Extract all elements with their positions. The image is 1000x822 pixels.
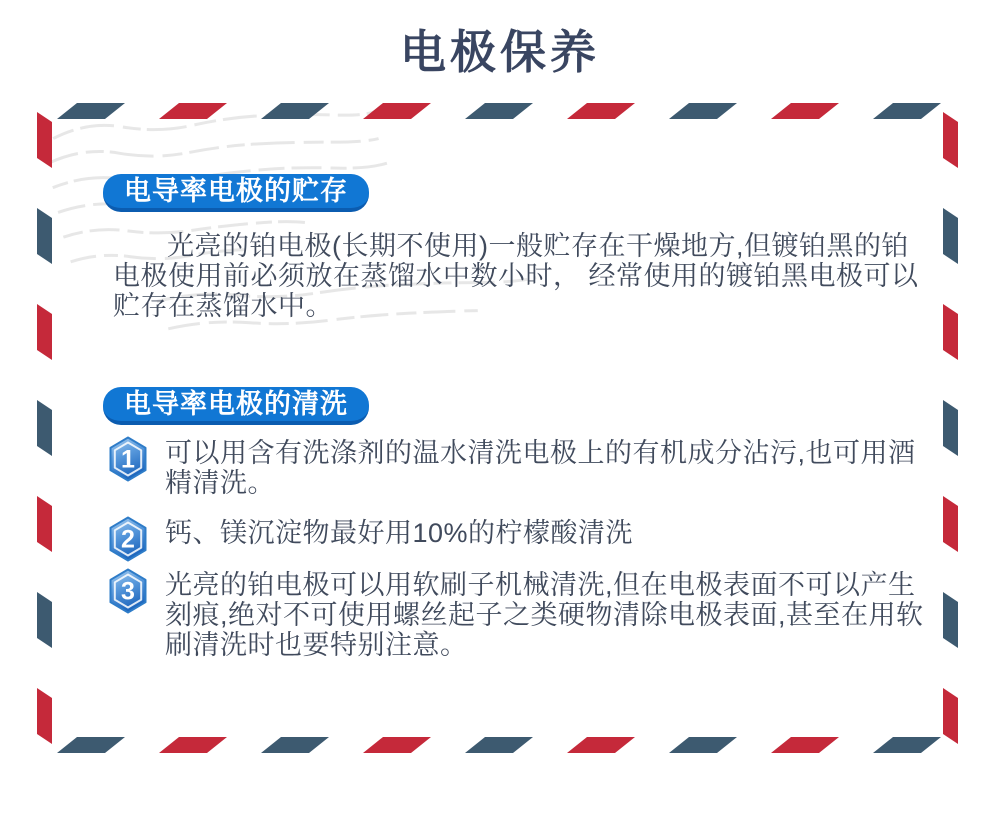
page-title: 电极保养 xyxy=(400,26,600,78)
step-number: 2 xyxy=(121,525,135,554)
section-heading-storage-label: 电导率电极的贮存 xyxy=(124,176,348,206)
step-text: 钙、镁沉淀物最好用10%的柠檬酸清洗 xyxy=(165,518,634,548)
step-number: 1 xyxy=(121,445,135,474)
hexagon-number-badge-icon xyxy=(108,516,148,562)
section-heading-cleaning xyxy=(103,387,369,425)
step-number: 3 xyxy=(121,577,135,606)
cleaning-step-3 xyxy=(108,570,940,660)
hexagon-number-badge-icon xyxy=(108,436,148,482)
cleaning-step-1 xyxy=(108,438,940,498)
cleaning-step-2 xyxy=(108,518,940,554)
hexagon-number-badge-icon xyxy=(108,568,148,614)
section-heading-cleaning-label: 电导率电极的清洗 xyxy=(124,389,348,419)
step-text: 可以用含有洗涤剂的温水清洗电极上的有机成分沾污,也可用酒精清洗。 xyxy=(165,438,916,498)
step-text: 光亮的铂电极可以用软刷子机械清洗,但在电极表面不可以产生刻痕,绝对不可使用螺丝起子之类硬物清除电极表面,甚至在用软刷清洗时也要特别注意。 xyxy=(165,570,924,660)
section-heading-storage xyxy=(103,174,369,212)
storage-paragraph: 光亮的铂电极(长期不使用)一般贮存在干燥地方,但镀铂黑的铂电极使用前必须放在蒸馏水中数小时， 经常使用的镀铂黑电极可以贮存在蒸馏水中。 xyxy=(113,231,919,321)
